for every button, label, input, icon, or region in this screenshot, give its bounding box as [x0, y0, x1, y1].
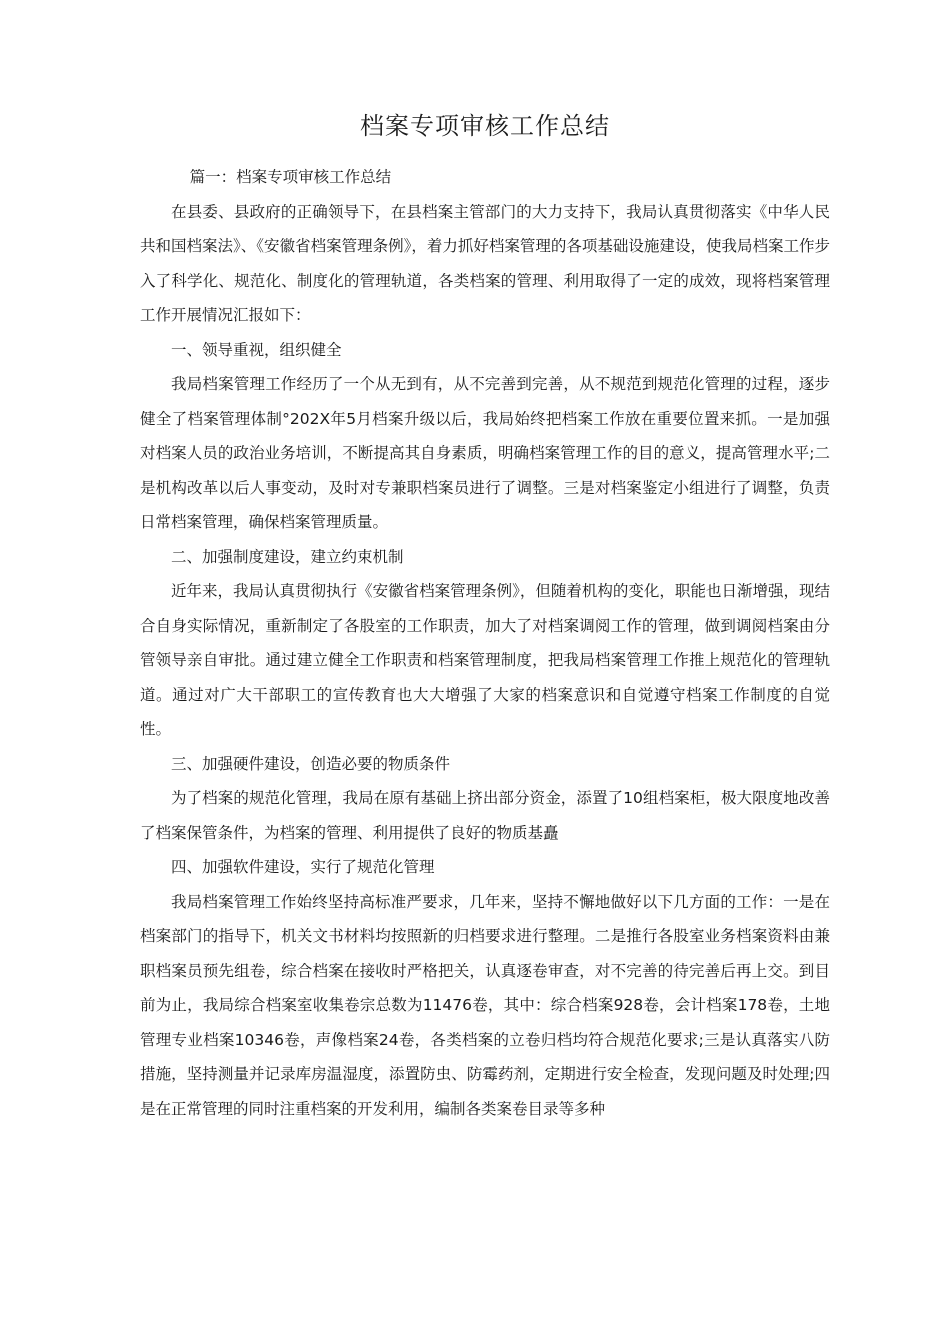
section-heading-2: 二、加强制度建设，建立约束机制: [171, 547, 404, 566]
intro-paragraph: 在县委、县政府的正确领导下，在县档案主管部门的大力支持下，我局认真贯彻落实《中华人民共和国档案法》、《安徽省档案管理条例》，着力抓好档案管理的各项基础设施建设，使我局档案工作步入了科学化、规范化、制度化的管理轨道，各类档案的管理、利用取得了一定的成效，现将档案管理工作开展情况汇报如下：: [140, 202, 830, 324]
section-paragraph-1: 我局档案管理工作经历了一个从无到有，从不完善到完善，从不规范到规范化管理的过程，逐步健全了档案管理体制°202X年5月档案升级以后，我局始终把档案工作放在重要位置来抓。一是加强对档案人员的政治业务培训，不断提高其自身素质，明确档案管理工作的目的意义，提高管理水平;二是机构改革以后人事变动，及时对专兼职档案员进行了调整。三是对档案鉴定小组进行了调整，负责日常档案管理，确保档案管理质量。: [140, 375, 830, 531]
document-body: [140, 160, 830, 1126]
document-title: 档案专项审核工作总结: [360, 112, 610, 140]
section-paragraph-4: 我局档案管理工作始终坚持高标准严要求，几年来，坚持不懈地做好以下几方面的工作：一是在档案部门的指导下，机关文书材料均按照新的归档要求进行整理。二是推行各股室业务档案资料由兼职档案员预先组卷，综合档案在接收时严格把关，认真逐卷审查，对不完善的待完善后再上交。到目前为止，我局综合档案室收集卷宗总数为11476卷，其中：综合档案928卷，会计档案178卷，土地管理专业档案10346卷，声像档案24卷，各类档案的立卷归档均符合规范化要求;三是认真落实八防措施，坚持测量并记录库房温湿度，添置防虫、防霉药剂，定期进行安全检查，发现问题及时处理;四是在正常管理的同时注重档案的开发利用，编制各类案卷目录等多种: [140, 892, 830, 1118]
section-heading-3: 三、加强硬件建设，创造必要的物质条件: [171, 754, 451, 773]
section-paragraph-3: 为了档案的规范化管理，我局在原有基础上挤出部分资金，添置了10组档案柜，极大限度地改善了档案保管条件，为档案的管理、利用提供了良好的物质基矗: [140, 789, 830, 842]
section-heading-4: 四、加强软件建设，实行了规范化管理: [171, 858, 435, 876]
section-paragraph-2: 近年来，我局认真贯彻执行《安徽省档案管理条例》，但随着机构的变化，职能也日渐增强，现结合自身实际情况，重新制定了各股室的工作职责，加大了对档案调阅工作的管理，做到调阅档案由分管领导亲自审批。通过建立健全工作职责和档案管理制度，把我局档案管理工作推上规范化的管理轨道。通过对广大干部职工的宣传教育也大大增强了大家的档案意识和自觉遵守档案工作制度的自觉性。: [140, 582, 830, 738]
section-heading-1: 一、领导重视，组织健全: [171, 340, 342, 359]
article-subtitle: 篇一：档案专项审核工作总结: [189, 168, 392, 186]
